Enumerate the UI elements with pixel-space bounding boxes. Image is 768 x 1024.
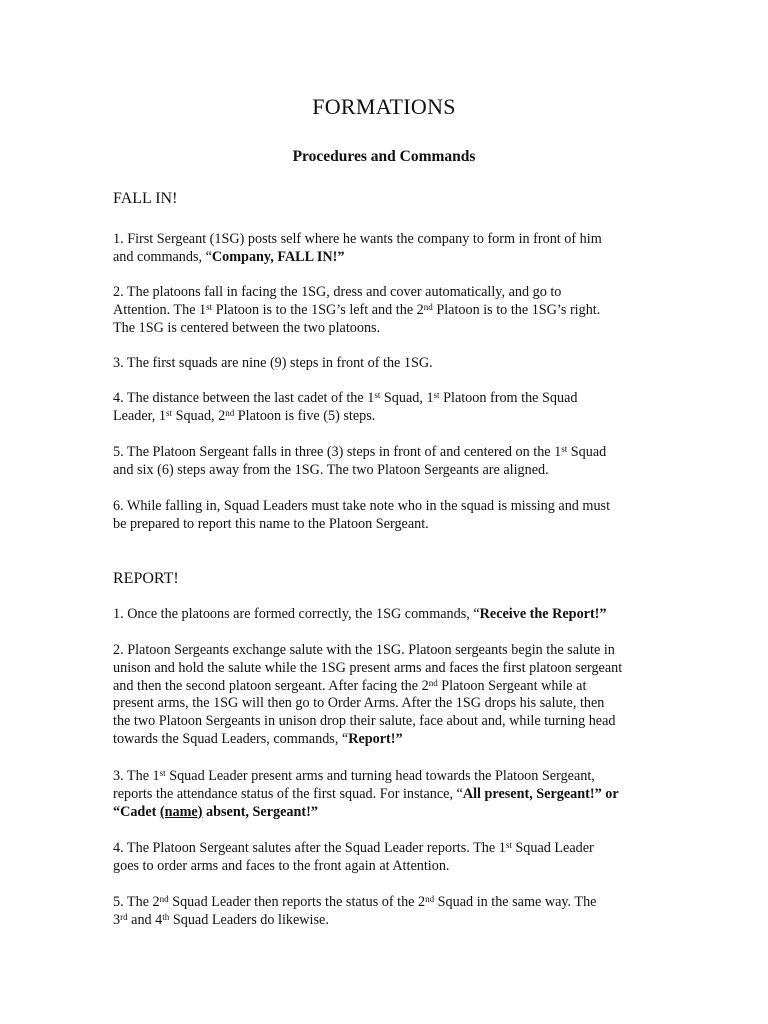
report-step-2: 2. Platoon Sergeants exchange salute with the 1SG. Platoon sergeants begin the salute in unison and hold the salute while the 1SG present arms and faces the first platoon sergeant and then the second platoon sergeant. After facing the 2nd Platoon Sergeant while at present arms, the 1SG will then go to Order Arms. After the 1SG drops his salute, then the two Platoon Sergeants in unison drop their salute, face about and, while turning head towards the Squad Leaders, commands, “Report!” <box>113 642 623 747</box>
section-heading-fall-in: FALL IN! <box>113 190 178 207</box>
fall-in-step-5: 5. The Platoon Sergeant falls in three (3) steps in front of and centered on the 1st Squad and six (6) steps away from the 1SG. The two Platoon Sergeants are aligned. <box>113 444 607 478</box>
report-step-4: 4. The Platoon Sergeant salutes after the Squad Leader reports. The 1st Squad Leader goes to order arms and faces to the front again at Attention. <box>113 840 594 874</box>
fall-in-step-6: 6. While falling in, Squad Leaders must take note who in the squad is missing and must be prepared to report this name to the Platoon Sergeant. <box>113 498 611 532</box>
report-step-5: 5. The 2nd Squad Leader then reports the status of the 2nd Squad in the same way. The 3rd and 4th Squad Leaders do likewise. <box>113 894 597 928</box>
fall-in-step-1: 1. First Sergeant (1SG) posts self where he wants the company to form in front of him and commands, “Company, FALL IN!” <box>113 231 602 265</box>
report-step-1: 1. Once the platoons are formed correctly, the 1SG commands, “Receive the Report!” <box>113 606 607 622</box>
fall-in-step-4: 4. The distance between the last cadet of the 1st Squad, 1st Platoon from the Squad Leader, 1st Squad, 2nd Platoon is five (5) steps. <box>113 390 578 424</box>
page-title: FORMATIONS <box>312 94 456 119</box>
command-all-present: All present, Sergeant!” or <box>462 785 619 802</box>
command-report: Report!” <box>348 730 403 747</box>
fall-in-step-2: 2. The platoons fall in facing the 1SG, dress and cover automatically, and go to Attention. The 1st Platoon is to the 1SG’s left and the 2nd Platoon is to the 1SG’s right. The 1SG is centered between the two platoons. <box>113 284 601 336</box>
section-heading-report: REPORT! <box>113 570 179 587</box>
command-receive-the-report: Receive the Report!” <box>479 606 607 622</box>
name-placeholder: (name) <box>159 803 203 820</box>
fall-in-step-3: 3. The first squads are nine (9) steps in front of the 1SG. <box>113 355 433 371</box>
page-subtitle: Procedures and Commands <box>292 148 476 165</box>
command-company-fall-in: Company, FALL IN!” <box>211 248 345 265</box>
report-step-3: 3. The 1st Squad Leader present arms and turning head towards the Platoon Sergeant, reports the attendance status of the first squad. For instance, “All present, Sergeant!” or “Cadet (name) absent, Sergeant!” <box>113 768 619 820</box>
